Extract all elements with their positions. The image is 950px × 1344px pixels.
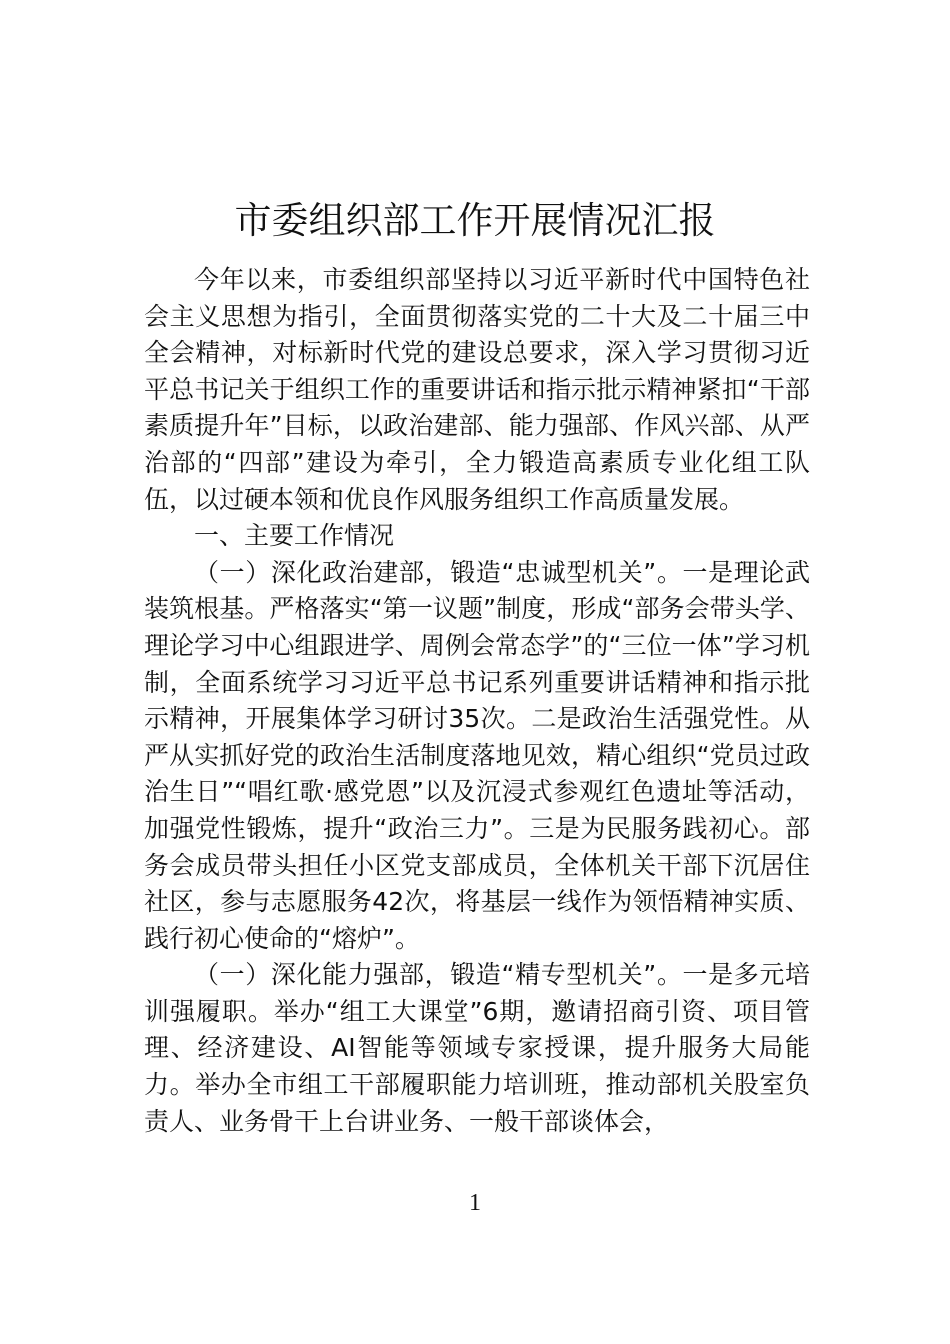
section-heading: 一、主要工作情况 xyxy=(194,521,395,551)
subsection-political-paragraph: （一）深化政治建部，锻造“忠诚型机关”。一是理论武装筑根基。严格落实“第一议题”制度，形成“部务会带头学、理论学习中心组跟进学、周例会常态学”的“三位一体”学习机制，全面系统学习习近平总书记系列重要讲话精神和指示批示精神，开展集体学习研讨35次。二是政治生活强党性。从严从实抓好党的政治生活制度落地见效，精心组织“党员过政治生日”“唱红歌·感党恩”以及沉浸式参观红色遗址等活动，加强党性锻炼，提升“政治三力”。三是为民服务践初心。部务会成员带头担任小区党支部成员，全体机关干部下沉居住社区，参与志愿服务42次，将基层一线作为领悟精神实质、践行初心使命的“熔炉”。 xyxy=(144,557,810,953)
page-number: 1 xyxy=(469,1190,481,1216)
page-title: 市委组织部工作开展情况汇报 xyxy=(234,198,716,242)
document-body xyxy=(144,262,810,1140)
intro-paragraph: 今年以来，市委组织部坚持以习近平新时代中国特色社会主义思想为指引，全面贯彻落实党的二十大及二十届三中全会精神，对标新时代党的建设总要求，深入学习贯彻习近平总书记关于组织工作的重要讲话和指示批示精神紧扣“干部素质提升年”目标，以政治建部、能力强部、作风兴部、从严治部的“四部”建设为牵引，全力锻造高素质专业化组工队伍，以过硬本领和优良作风服务组织工作高质量发展。 xyxy=(144,265,810,514)
subsection-ability-paragraph: （一）深化能力强部，锻造“精专型机关”。一是多元培训强履职。举办“组工大课堂”6期，邀请招商引资、项目管理、经济建设、AI智能等领域专家授课，提升服务大局能力。举办全市组工干部履职能力培训班，推动部机关股室负责人、业务骨干上台讲业务、一般干部谈体会， xyxy=(144,960,810,1136)
